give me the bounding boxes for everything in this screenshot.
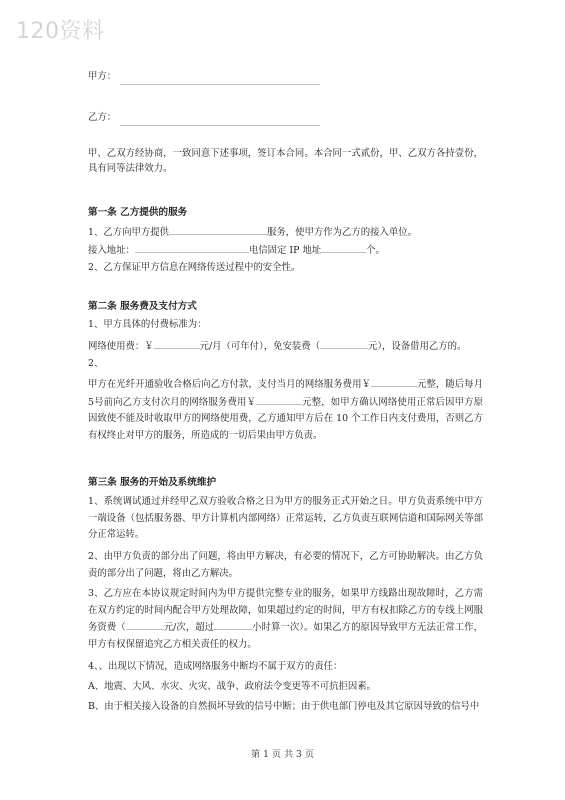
service-blank	[169, 224, 267, 235]
party-a-row	[88, 70, 483, 85]
article1-line2	[88, 242, 483, 259]
first-month-fee-blank	[371, 376, 417, 387]
article3-paragraph4: 4、、出现以下情况，造成网络服务中断均不属于双方的责任：	[88, 661, 343, 672]
article2-line3: 2、	[88, 358, 104, 369]
article1-line1-b: 服务，使甲方作为乙方的接入单位。	[266, 227, 417, 238]
party-a-blank	[120, 74, 320, 85]
deduction-fee-blank	[126, 619, 164, 630]
access-address-label: 接入地址：	[88, 245, 135, 256]
installation-fee-blank	[320, 338, 368, 349]
maintenance-text-a: 3、乙方应在本协议规定时间内为甲方提供完整专业的服务，如果甲方线路出现故障时，乙方需在双方约定的时间内配合甲方处理故障，如果超过约定的时间，甲方有权扣除乙方的专线上网服务资费（	[88, 588, 483, 634]
article1-title: 第一条 乙方提供的服务	[88, 207, 188, 218]
article2-line2	[88, 338, 483, 355]
party-b-blank	[120, 115, 320, 126]
maintenance-text-c: 小时算一次）。如果乙方的原因导致甲方无法正常工作，甲方有权保留追究乙方相关责任的权力。	[88, 622, 483, 651]
network-fee-label: 网络使用费：￥	[88, 341, 154, 352]
article1-line1-a: 1、乙方向甲方提供	[88, 227, 169, 238]
page-footer: 第 1 页 共 3 页	[250, 749, 315, 760]
watermark: 120资料	[16, 19, 105, 44]
party-b-row	[88, 111, 483, 126]
article3-paragraph3	[88, 586, 483, 654]
article1-line3: 2、乙方保证甲方信息在网络传送过程中的安全性。	[88, 262, 301, 273]
article1-line1	[88, 224, 483, 241]
network-fee-blank	[154, 338, 200, 349]
article2-payment-paragraph	[88, 376, 483, 445]
installation-fee-unit: 元），设备借用乙方的。	[367, 341, 467, 352]
article2-title: 第二条 服务费及支付方式	[88, 301, 197, 312]
payment-text-c: 元整，如甲方确认网络使用正常后因甲方原因致使不能及时收取甲方的网络使用费，乙方通知甲方后在 10 个工作日内支付费用，否则乙方有权终止对甲方的服务，所造成的一切后果由甲方负责。	[88, 396, 483, 442]
fixed-ip-label: 电信固定 IP 地址	[248, 245, 322, 256]
article3-paragraph2: 2、由甲方负责的部分出了问题，将由甲方解决，有必要的情况下，乙方可协助解决。由乙方负责的部分出了问题，将由乙方解决。	[88, 551, 483, 579]
party-b-label: 乙方：	[88, 112, 117, 123]
payment-text-a: 甲方在光纤开通验收合格后向乙方付款，支付当月的网络服务费用￥	[88, 379, 371, 390]
party-a-label: 甲方：	[88, 71, 117, 82]
network-fee-unit: 元/月（可年付），免安装费（	[199, 341, 320, 352]
ip-count-blank	[321, 242, 366, 253]
next-month-fee-blank	[256, 394, 302, 405]
article3-paragraph1: 1、系统调试通过并经甲乙双方验收合格之日为甲方的服务正式开始之日。甲方负责系统中甲方一端设备（包括服务器、甲方计算机内部网络）正常运转，乙方负责互联网信道和国际网关等部分正常运转。	[88, 496, 483, 541]
article3-paragraph5: A、地震、大风、水灾、火灾、战争、政府法令变更等不可抗拒因素。	[88, 681, 377, 692]
intro-paragraph: 甲、乙双方经协商，一致同意下述事项，签订本合同。本合同一式贰份，甲、乙双方各持壹份，具有同等法律效力。	[88, 148, 483, 174]
hours-blank	[214, 619, 252, 630]
payment-text-b: 元整，随后每月5号前向乙方支付次月的网络服务费用￥	[88, 379, 483, 408]
maintenance-text-b: 元/次，超过	[163, 622, 215, 634]
article3-paragraph6: B、由于相关接入设备的自然损坏导致的信号中断；由于供电部门停电及其它原因导致的信号中	[88, 701, 480, 712]
article2-line1: 1、甲方具体的付费标准为：	[88, 319, 207, 330]
article3-title: 第三条 服务的开始及系统维护	[88, 477, 217, 488]
ip-count-unit: 个。	[366, 245, 385, 256]
access-address-blank	[135, 242, 249, 253]
